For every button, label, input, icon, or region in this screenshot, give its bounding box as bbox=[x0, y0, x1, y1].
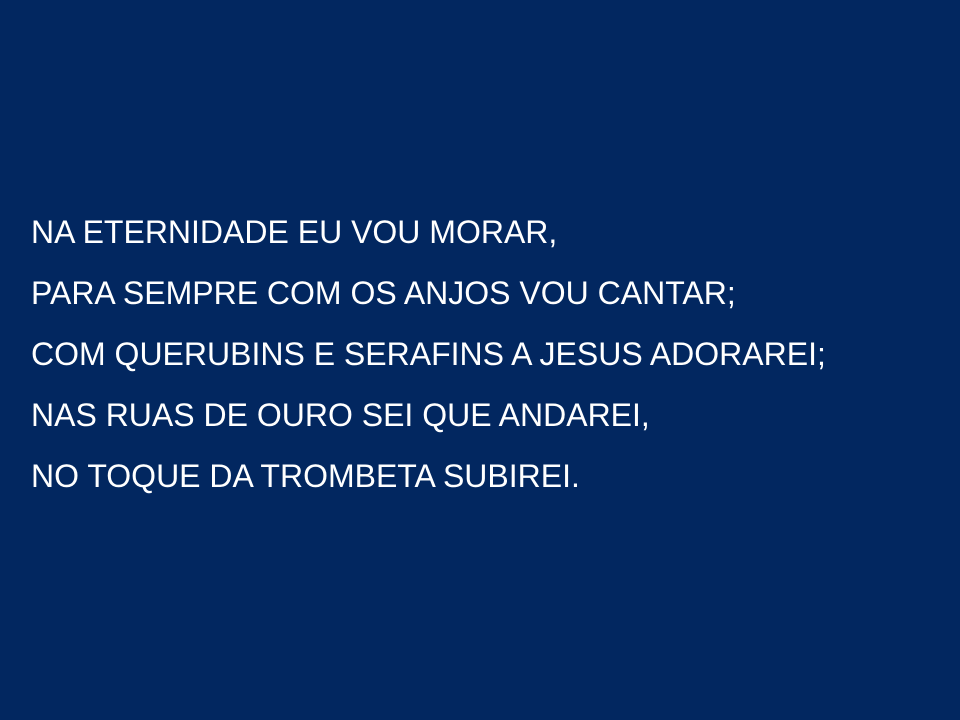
lyric-line-5: NO TOQUE DA TROMBETA SUBIREI. bbox=[31, 458, 580, 494]
lyric-line-1: NA ETERNIDADE EU VOU MORAR, bbox=[31, 214, 558, 250]
lyric-line-2: PARA SEMPRE COM OS ANJOS VOU CANTAR; bbox=[31, 275, 736, 311]
lyric-line-3: COM QUERUBINS E SERAFINS A JESUS ADORAREI; bbox=[31, 336, 826, 372]
lyrics-text-block bbox=[31, 202, 826, 507]
lyric-line-4: NAS RUAS DE OURO SEI QUE ANDAREI, bbox=[31, 397, 650, 433]
